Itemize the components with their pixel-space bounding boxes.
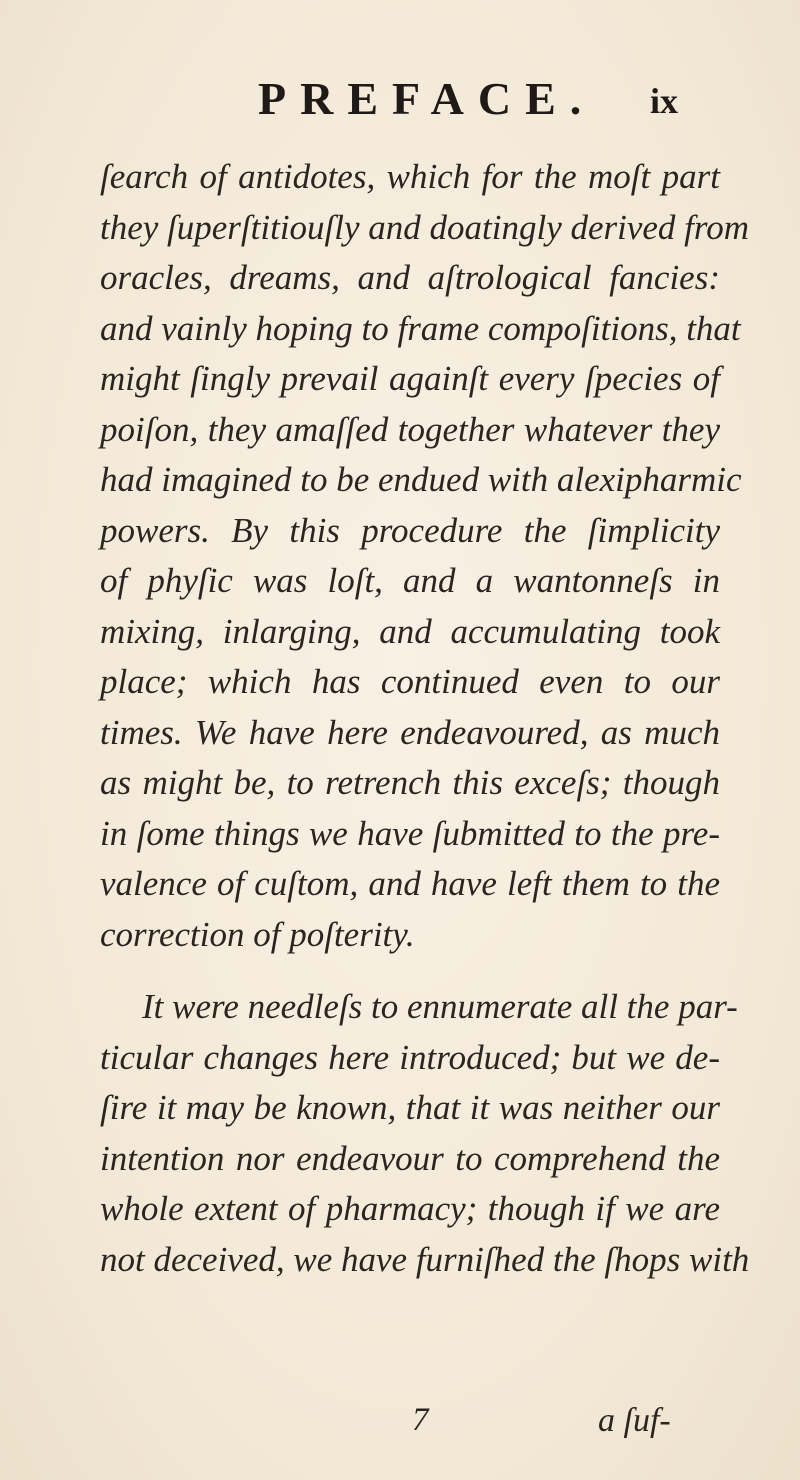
text-line: ſire it may be known, that it was neither our: [100, 1088, 720, 1127]
text-line: valence of cuſtom, and have left them to the: [100, 864, 720, 903]
text-line: oracles, dreams, and aſtrological fancies:: [100, 258, 720, 297]
signature-mark: 7: [412, 1402, 429, 1438]
text-line: not deceived, we have furniſhed the ſhops with: [100, 1239, 750, 1279]
text-line: in ſome things we have ſubmitted to the pre-: [100, 813, 720, 853]
text-line: powers. By this procedure the ſimplicity: [100, 510, 720, 550]
text-line: intention nor endeavour to comprehend the: [100, 1138, 720, 1178]
text-line: mixing, inlarging, and accumulating took: [100, 611, 720, 651]
text-line: had imagined to be endued with alexipharmic: [100, 460, 742, 499]
text-line: might ſingly prevail againſt every ſpecies of: [100, 359, 720, 398]
text-line: ticular changes here introduced; but we de-: [100, 1037, 720, 1077]
text-line: poiſon, they amaſſed together whatever they: [100, 409, 720, 449]
page-footer: [0, 1402, 800, 1452]
paragraph-2: [100, 982, 750, 1285]
text-line: place; which has continued even to our: [100, 662, 720, 701]
text-line: It were needleſs to ennumerate all the par-: [142, 987, 738, 1026]
text-line: as might be, to retrench this exceſs; though: [100, 763, 720, 802]
running-header: [0, 72, 800, 132]
catchword: a ſuf-: [598, 1402, 671, 1439]
text-line: ſearch of antidotes, which for the moſt part: [100, 157, 720, 196]
text-line: and vainly hoping to frame compoſitions, that: [100, 308, 741, 348]
header-title: PREFACE.: [258, 73, 596, 124]
text-line: of phyſic was loſt, and a wantonneſs in: [100, 561, 720, 600]
paragraph-1: [100, 152, 750, 960]
text-line: they ſuperſtitiouſly and doatingly derived from: [100, 207, 750, 247]
text-line: correction of poſterity.: [100, 914, 415, 954]
text-line: times. We have here endeavoured, as much: [100, 712, 720, 752]
page-number: ix: [650, 81, 679, 121]
text-line: whole extent of pharmacy; though if we are: [100, 1189, 720, 1228]
